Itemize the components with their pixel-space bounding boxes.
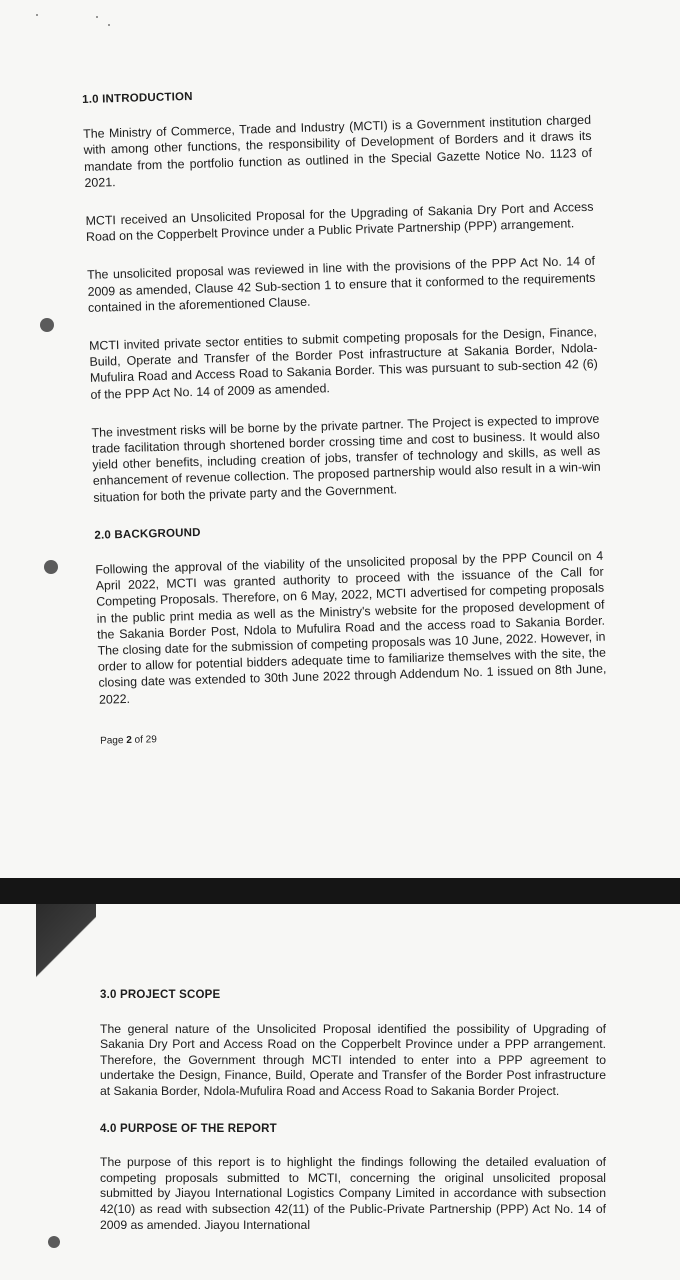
scan-speck (36, 14, 38, 16)
page-1-content (82, 78, 608, 750)
section-heading-introduction: 1.0 INTRODUCTION (82, 90, 193, 106)
punch-hole (44, 560, 58, 574)
punch-hole (40, 318, 54, 332)
page-current: 2 (126, 734, 132, 746)
section-heading-purpose: 4.0 PURPOSE OF THE REPORT (100, 1122, 277, 1135)
scan-shadow (36, 904, 96, 1024)
page-total: of 29 (134, 734, 157, 746)
paragraph: The unsolicited proposal was reviewed in line with the provisions of the PPP Act No. 14 of 2009 as amended, Clause 42 Sub-section 1 to ensure that it conformed to the requirements contained in the aforementioned Clause. (86, 254, 596, 315)
document-page-2 (0, 904, 680, 1280)
paragraph: MCTI received an Unsolicited Proposal for the Upgrading of Sakania Dry Port and Access Road on the Copperbelt Province under a Public Private Partnership (PPP) arrangement. (85, 199, 594, 245)
punch-hole (48, 1236, 60, 1248)
paragraph: The purpose of this report is to highlight the findings following the detailed evaluation of competing proposals submitted to MCTI, concerning the original unsolicited proposal submitted by Jiayou International Logistics Company Limited in accordance with subsection 42(10) as read with subsection 42(11) of the Public-Private Partnership (PPP) Act No. 14 of 2009 as amended. Jiayou International (100, 1155, 606, 1232)
paragraph: MCTI invited private sector entities to submit competing proposals for the Design, Finance, Build, Operate and Transfer of the Border Post infrastructure at Sakania Border, Ndola-Mufulira Road and Access Road to Sakania Border. This was pursuant to sub-section 42 (6) of the PPP Act No. 14 of 2009 as amended. (88, 324, 598, 402)
scan-speck (108, 24, 110, 26)
paragraph: The general nature of the Unsolicited Proposal identified the possibility of Upgrading of Sakania Dry Port and Access Road on the Copperbelt Province under a PPP arrangement. Therefore, the Government through MCTI intended to enter into a PPP agreement to undertake the Design, Finance, Build, Operate and Transfer of the Border Post infrastructure at Sakania Border, Ndola-Mufulira Road and Access Road to Sakania Border Project. (100, 1021, 606, 1098)
scan-speck (96, 16, 98, 18)
page-gap (0, 878, 680, 904)
section-heading-background: 2.0 BACKGROUND (94, 526, 201, 542)
paragraph: The investment risks will be borne by the private partner. The Project is expected to improve trade facilitation through shortened border crossing time and cost to business. It would also yield other benefits, including creation of jobs, transfer of technology and skills, as well as enhancement of revenue collection. The proposed partnership would also result in a win-win situation for both the private party and the Government. (91, 411, 601, 505)
page-label: Page (99, 734, 124, 747)
page-2-content (100, 988, 606, 1255)
section-heading-project-scope: 3.0 PROJECT SCOPE (100, 989, 221, 1001)
paragraph: Following the approval of the viability of the unsolicited proposal by the PPP Council on 4 April 2022, MCTI was granted authority to proceed with the issuance of the Call for Competing Proposals. Therefore, on 6 May, 2022, MCTI advertised for competing proposals in the public print media as well as the Ministry's website for the proposed development of the Sakania Border Post, Ndola to Mufulira Road and the access road to Sakania Border. The closing date for the submission of competing proposals was 10 June, 2022. However, in order to allow for potential bidders adequate time to familiarize themselves with the site, the closing date was extended to 30th June 2022 through Addendum No. 1 issued on 8th June, 2022. (95, 548, 607, 707)
page-number (100, 719, 608, 749)
paragraph: The Ministry of Commerce, Trade and Industry (MCTI) is a Government institution charged with among other functions, the responsibility of Development of Borders and it draws its mandate from the portfolio function as outlined in the Special Gazette Notice No. 1123 of 2021. (82, 113, 593, 190)
